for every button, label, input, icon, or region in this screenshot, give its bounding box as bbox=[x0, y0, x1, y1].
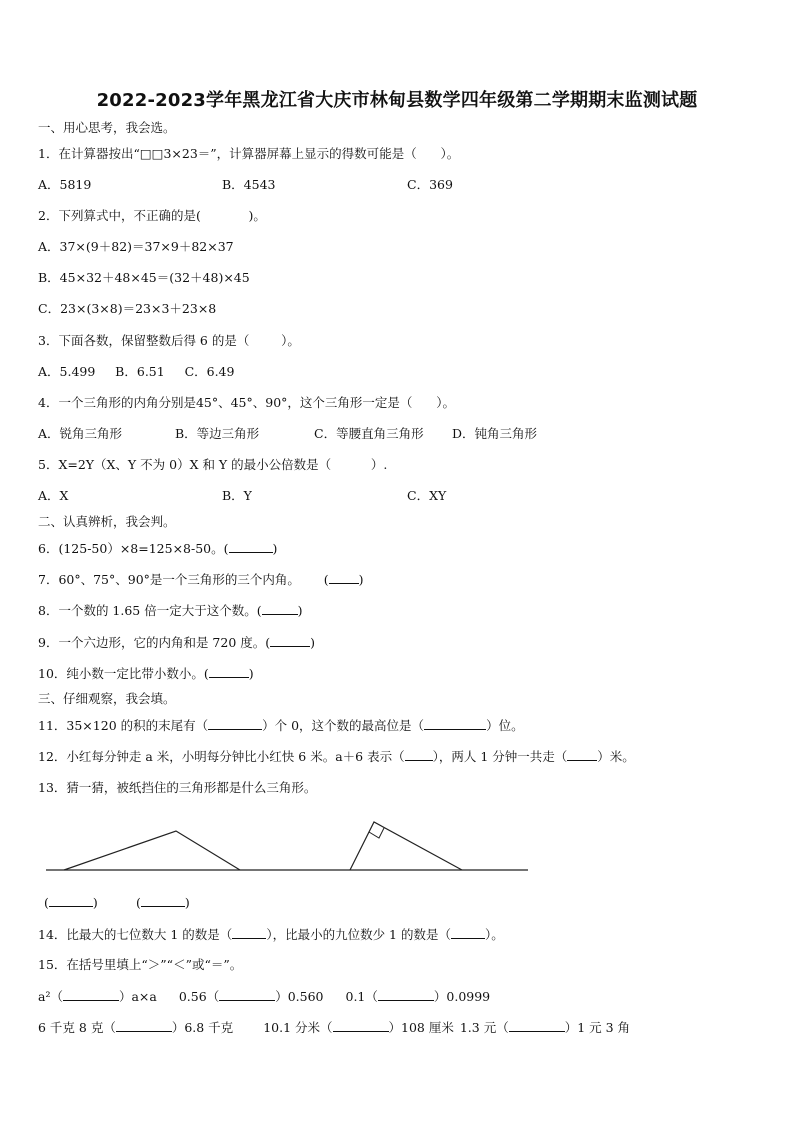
r1-text-6: ）0.0999 bbox=[433, 989, 491, 1004]
question-5: 5．X=2Y（X、Y 不为 0）X 和 Y 的最小公倍数是（ ）. bbox=[38, 457, 388, 472]
q5-option-c: C．XY bbox=[407, 488, 447, 503]
q1-option-a: A．5819 bbox=[38, 177, 92, 192]
answer-blank[interactable] bbox=[49, 894, 93, 907]
answer-blank[interactable] bbox=[232, 926, 266, 939]
answer-blank[interactable] bbox=[405, 748, 433, 761]
q14-text-3: ）。 bbox=[484, 927, 504, 942]
question-8 bbox=[38, 602, 303, 619]
r2-text-2: ）6.8 千克 bbox=[171, 1020, 234, 1035]
answer-blank[interactable] bbox=[451, 926, 485, 939]
r2-text-6: ）1 元 3 角 bbox=[564, 1020, 631, 1035]
answer-blank[interactable] bbox=[329, 571, 359, 584]
r2-text-4: ）108 厘米 bbox=[388, 1020, 454, 1035]
q7-paren: ) bbox=[358, 572, 364, 587]
q9-paren: ) bbox=[310, 635, 316, 650]
r2-text-1: 6 千克 8 克（ bbox=[38, 1020, 116, 1035]
q10-paren: ) bbox=[248, 666, 254, 681]
triangle-1 bbox=[64, 831, 240, 870]
answer-blank[interactable] bbox=[229, 540, 273, 553]
q12-text-3: ）米。 bbox=[597, 749, 635, 764]
question-6 bbox=[38, 540, 277, 557]
answer-blank[interactable] bbox=[509, 1019, 565, 1032]
question-7 bbox=[38, 571, 364, 588]
paren-close: ) bbox=[92, 895, 98, 910]
q13-answer-1 bbox=[44, 894, 98, 911]
answer-blank[interactable] bbox=[208, 717, 262, 730]
question-2: 2．下列算式中，不正确的是( )。 bbox=[38, 208, 266, 223]
answer-blank[interactable] bbox=[209, 665, 249, 678]
question-12 bbox=[38, 748, 635, 765]
q2-option-b: B．45×32＋48×45＝(32＋48)×45 bbox=[38, 270, 250, 285]
q7-text: 7．60°、75°、90°是一个三角形的三个内角。 ( bbox=[38, 572, 329, 587]
question-11 bbox=[38, 717, 524, 734]
q4-option-a: A．锐角三角形 bbox=[38, 426, 123, 441]
answer-blank[interactable] bbox=[219, 988, 275, 1001]
paren-close: ) bbox=[184, 895, 190, 910]
q9-text: 9．一个六边形，它的内角和是 720 度。( bbox=[38, 635, 271, 650]
q3-options: A．5.499 B．6.51 C．6.49 bbox=[38, 364, 235, 379]
question-13: 13．猜一猜，被纸挡住的三角形都是什么三角形。 bbox=[38, 780, 317, 795]
q13-answer-2 bbox=[136, 894, 190, 911]
r1-text-4: ）0.560 bbox=[275, 989, 324, 1004]
paren-open: ( bbox=[44, 895, 49, 910]
r1-text-1: a²（ bbox=[38, 989, 63, 1004]
q11-text-1: 11．35×120 的积的末尾有（ bbox=[38, 718, 209, 733]
section-1-heading: 一、用心思考，我会选。 bbox=[38, 120, 176, 135]
q4-option-c: C．等腰直角三角形 bbox=[314, 426, 424, 441]
q2-option-c: C．23×(3×8)＝23×3＋23×8 bbox=[38, 301, 217, 316]
r1-text-2: ）a×a bbox=[118, 989, 157, 1004]
r2-text-5: 1.3 元（ bbox=[459, 1020, 509, 1035]
q15-row-2 bbox=[38, 1019, 630, 1036]
q1-option-b: B．4543 bbox=[222, 177, 276, 192]
answer-blank[interactable] bbox=[141, 894, 185, 907]
q10-text: 10．纯小数一定比带小数小。( bbox=[38, 666, 209, 681]
q2-option-a: A．37×(9＋82)＝37×9＋82×37 bbox=[38, 239, 234, 254]
right-angle-mark bbox=[369, 828, 384, 838]
q11-text-3: ）位。 bbox=[486, 718, 524, 733]
q4-option-d: D．钝角三角形 bbox=[452, 426, 538, 441]
q6-text: 6．(125-50）×8=125×8-50。( bbox=[38, 541, 229, 556]
answer-blank[interactable] bbox=[567, 748, 597, 761]
q14-text-1: 14．比最大的七位数大 1 的数是（ bbox=[38, 927, 233, 942]
q5-option-a: A．X bbox=[38, 488, 69, 503]
q11-text-2: ）个 0，这个数的最高位是（ bbox=[262, 718, 425, 733]
question-14 bbox=[38, 926, 504, 943]
answer-blank[interactable] bbox=[378, 988, 434, 1001]
q8-text: 8．一个数的 1.65 倍一定大于这个数。( bbox=[38, 603, 262, 618]
q1-option-c: C．369 bbox=[407, 177, 453, 192]
q4-option-b: B．等边三角形 bbox=[175, 426, 260, 441]
q8-paren: ) bbox=[297, 603, 303, 618]
r2-text-3: 10.1 分米（ bbox=[263, 1020, 333, 1035]
r1-text-3: 0.56（ bbox=[178, 989, 220, 1004]
question-4: 4．一个三角形的内角分别是45°、45°、90°，这个三角形一定是（ ）。 bbox=[38, 395, 456, 410]
answer-blank[interactable] bbox=[270, 634, 310, 647]
question-9 bbox=[38, 634, 315, 651]
question-10 bbox=[38, 665, 254, 682]
answer-blank[interactable] bbox=[333, 1019, 389, 1032]
paren-open: ( bbox=[136, 895, 141, 910]
r1-text-5: 0.1（ bbox=[345, 989, 378, 1004]
question-3: 3．下面各数，保留整数后得 6 的是（ ）。 bbox=[38, 333, 300, 348]
q12-text-2: ），两人 1 分钟一共走（ bbox=[432, 749, 568, 764]
section-2-heading: 二、认真辨析，我会判。 bbox=[38, 514, 176, 529]
section-3-heading: 三、仔细观察，我会填。 bbox=[38, 691, 176, 706]
q14-text-2: ），比最小的九位数少 1 的数是（ bbox=[266, 927, 451, 942]
q12-text-1: 12．小红每分钟走 a 米，小明每分钟比小红快 6 米。a＋6 表示（ bbox=[38, 749, 405, 764]
q6-paren: ) bbox=[272, 541, 278, 556]
page-title: 2022-2023学年黑龙江省大庆市林甸县数学四年级第二学期期末监测试题 bbox=[96, 90, 698, 111]
answer-blank[interactable] bbox=[116, 1019, 172, 1032]
hidden-triangles-figure bbox=[40, 818, 540, 884]
triangle-2 bbox=[350, 822, 462, 870]
q15-row-1 bbox=[38, 988, 490, 1005]
answer-blank[interactable] bbox=[63, 988, 119, 1001]
answer-blank[interactable] bbox=[424, 717, 486, 730]
question-15: 15．在括号里填上“＞”“＜”或“＝”。 bbox=[38, 957, 243, 972]
answer-blank[interactable] bbox=[262, 602, 298, 615]
q5-option-b: B．Y bbox=[222, 488, 252, 503]
question-1: 1．在计算器按出“□□3×23＝”，计算器屏幕上显示的得数可能是（ ）。 bbox=[38, 146, 460, 161]
